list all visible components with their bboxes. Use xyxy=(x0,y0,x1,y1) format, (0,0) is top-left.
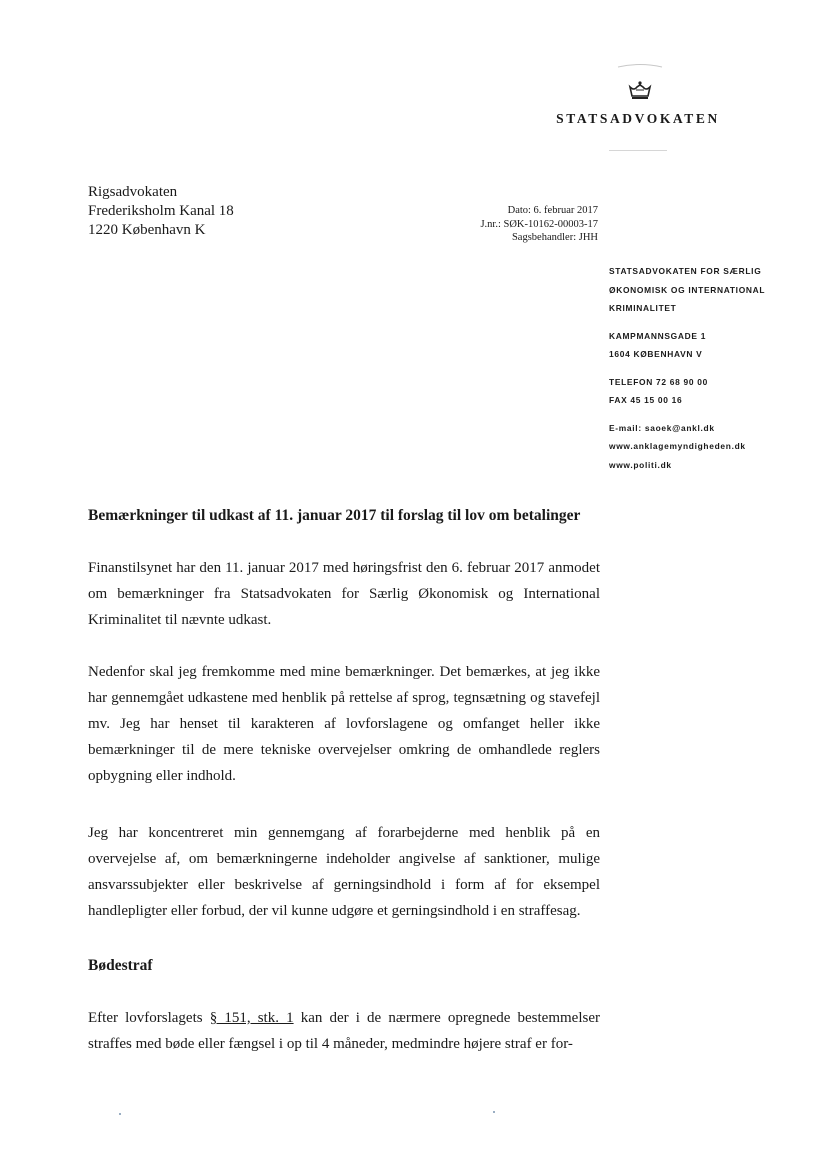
date-line: Dato: 6. februar 2017 xyxy=(507,205,598,216)
paragraph-3: Jeg har koncentreret min gennemgang af forarbejderne med henblik på en overvejelse af, om bemærkningerne indeholder angivelse af sanktioner, mulige ansvarssubjekter eller beskrivelse af gerningsindhold i form af for eksempel handlepligter eller forbud, der vil kunne udgøre et gerningsindhold i en straffesag. xyxy=(88,825,600,919)
recipient-name: Rigsadvokaten xyxy=(88,184,178,200)
case-handler: Sagsbehandler: JHH xyxy=(511,232,598,243)
sender-email: E-mail: saoek@ankl.dk xyxy=(609,422,715,433)
crown-icon xyxy=(615,60,665,104)
sender-website-2: www.politi.dk xyxy=(609,459,672,470)
letter-meta xyxy=(418,204,598,245)
sender-info xyxy=(609,262,809,474)
paragraph-4-end: kan der i de nærmere opregnede bestemmelser straffes med bøde eller fængsel i op til 4 måneder, medmindre højere straf er for- xyxy=(88,1010,600,1052)
scan-speck xyxy=(119,1113,121,1115)
sender-org-line1: STATSADVOKATEN FOR SÆRLIG xyxy=(609,266,762,276)
recipient-address xyxy=(88,183,234,240)
divider xyxy=(609,150,667,151)
section-reference: § 151, stk. 1 xyxy=(209,1010,294,1026)
sender-phone: TELEFON 72 68 90 00 xyxy=(609,376,708,387)
sender-website-1: www.anklagemyndigheden.dk xyxy=(609,441,746,451)
sender-street: KAMPMANNSGADE 1 xyxy=(609,330,707,341)
sender-fax: FAX 45 15 00 16 xyxy=(609,395,683,405)
brand-name: STATSADVOKATEN xyxy=(556,111,720,126)
recipient-city: 1220 København K xyxy=(88,222,206,238)
paragraph-4 xyxy=(88,1005,600,1057)
journal-number: J.nr.: SØK-10162-00003-17 xyxy=(480,218,598,230)
sender-org-line3: KRIMINALITET xyxy=(609,303,677,313)
paragraph-2: Nedenfor skal jeg fremkomme med mine bemærkninger. Det bemærkes, at jeg ikke har gennemgået udkastene med henblik på rettelse af sprog, tegnsætning og stavefejl mv. Jeg har henset til karakteren af lovforslagene og omfanget heller ikke bemærkninger til de mere tekniske overvejelser omkring de omhandlede reglers opbygning eller indhold. xyxy=(88,664,600,784)
paragraph-4-start: Efter lovforslagets xyxy=(88,1010,210,1026)
sender-city: 1604 KØBENHAVN V xyxy=(609,349,703,359)
paragraph-1: Finanstilsynet har den 11. januar 2017 med høringsfrist den 6. februar 2017 anmodet om bemærkninger fra Statsadvokaten for Særlig Økonomisk og International Kriminalitet til nævnte udkast. xyxy=(88,560,600,628)
section-heading: Bødestraf xyxy=(88,957,153,974)
scan-speck xyxy=(493,1111,495,1113)
subject-heading: Bemærkninger til udkast af 11. januar 2017 til forslag til lov om betalinger xyxy=(88,507,581,524)
sender-org-line2: ØKONOMISK OG INTERNATIONAL xyxy=(609,284,766,295)
recipient-street: Frederiksholm Kanal 18 xyxy=(88,203,234,219)
